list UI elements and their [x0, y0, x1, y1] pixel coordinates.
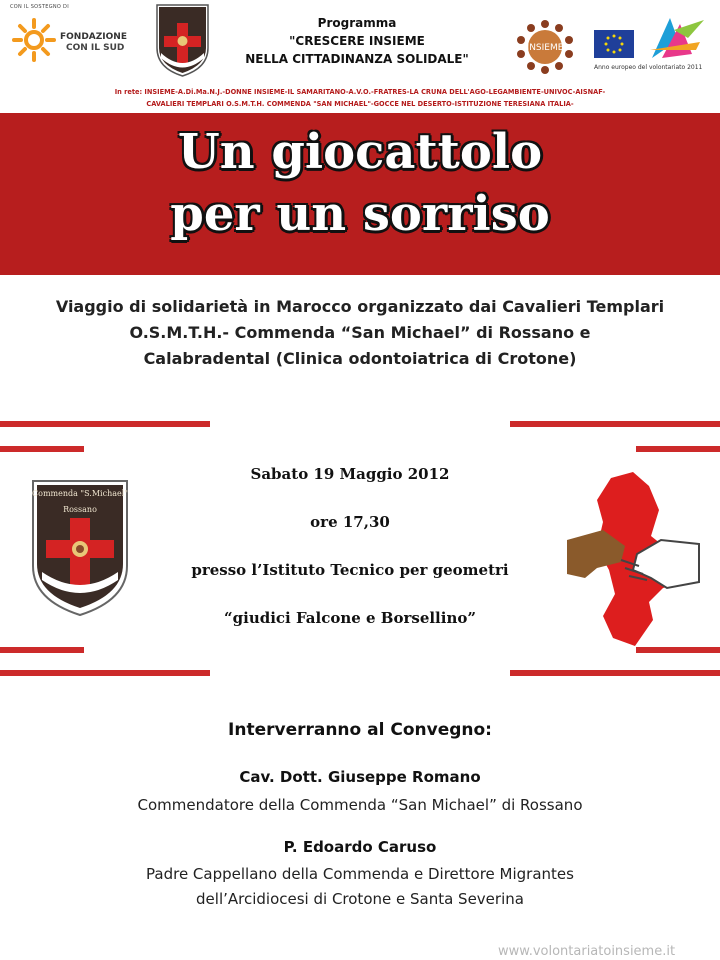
decorative-stripe: [0, 446, 84, 452]
programma-heading: [222, 14, 492, 68]
decorative-stripe: [0, 647, 84, 653]
description-line: Calabradental (Clinica odontoiatrica di Crotone): [143, 349, 577, 368]
speaker-role: Commendatore della Commenda “San Michael” di Rossano: [137, 796, 583, 814]
decorative-stripe: [510, 421, 720, 427]
speakers-heading: Interverranno al Convegno:: [228, 720, 492, 740]
event-place: presso l’Istituto Tecnico per geometri: [191, 561, 509, 579]
programma-line: NELLA CITTADINANZA SOLIDALE": [245, 52, 469, 66]
network-partners: [6, 86, 714, 110]
programma-line: "CRESCERE INSIEME: [289, 34, 425, 48]
speaker-role: Padre Cappellano della Commenda e Direttore Migrantes: [146, 865, 574, 883]
fondazione-line1: FONDAZIONE: [60, 32, 127, 42]
decorative-stripe: [0, 421, 210, 427]
poster-title: [0, 121, 720, 245]
event-description: [20, 294, 700, 372]
fondazione-line2: CON IL SUD: [66, 43, 125, 53]
decorative-stripe: [510, 670, 720, 676]
shield-middle-text: Rossano: [63, 505, 97, 514]
speaker-role: dell’Arcidiocesi di Crotone e Santa Severina: [196, 890, 524, 908]
commenda-shield-small: [155, 3, 210, 78]
decorative-stripe: [0, 670, 210, 676]
speaker-name: Cav. Dott. Giuseppe Romano: [239, 768, 481, 786]
calabria-map-handshake: [563, 470, 703, 650]
speaker-name: P. Edoardo Caruso: [283, 838, 437, 856]
event-date: Sabato 19 Maggio 2012: [250, 465, 450, 483]
programma-line: Programma: [317, 16, 397, 30]
eu-volunteering-logo: [592, 10, 714, 72]
description-line: Viaggio di solidarietà in Marocco organizzato dai Cavalieri Templari: [55, 297, 665, 316]
event-institute: “giudici Falcone e Borsellino”: [224, 609, 476, 627]
decorative-stripe: [636, 446, 720, 452]
website-url[interactable]: www.volontariatoinsieme.it: [498, 944, 676, 959]
network-line: In rete: INSIEME-A.Di.Ma.N.J.-DONNE INSIEME-IL SAMARITANO-A.V.O.-FRATRES-LA CRUNA DELL'AGO-LEGAMBIENTE-UNIVOC-AISNAF-: [114, 88, 606, 96]
description-line: O.S.M.T.H.- Commenda “San Michael” di Rossano e: [129, 323, 591, 342]
event-time: ore 17,30: [310, 513, 390, 531]
sponsor-caption: CON IL SOSTEGNO DI: [10, 4, 69, 10]
fondazione-name: [60, 32, 127, 54]
insieme-logo-text: INSIEME: [526, 43, 564, 53]
title-line: per un sorriso: [170, 186, 550, 242]
event-details: [140, 462, 560, 654]
commenda-shield-large: [30, 478, 130, 618]
shield-top-text: Commenda "S.Michael": [32, 489, 128, 498]
insieme-logo: [505, 16, 585, 74]
eu-caption: Anno europeo del volontariato 2011: [594, 64, 703, 71]
title-line: Un giocattolo: [177, 124, 543, 180]
network-line: CAVALIERI TEMPLARI O.S.M.T.H. COMMENDA "SAN MICHAEL"-GOCCE NEL DESERTO-ISTITUZIONE TERESIANA ITALIA-: [146, 100, 574, 108]
fondazione-sun-logo: [10, 16, 58, 64]
